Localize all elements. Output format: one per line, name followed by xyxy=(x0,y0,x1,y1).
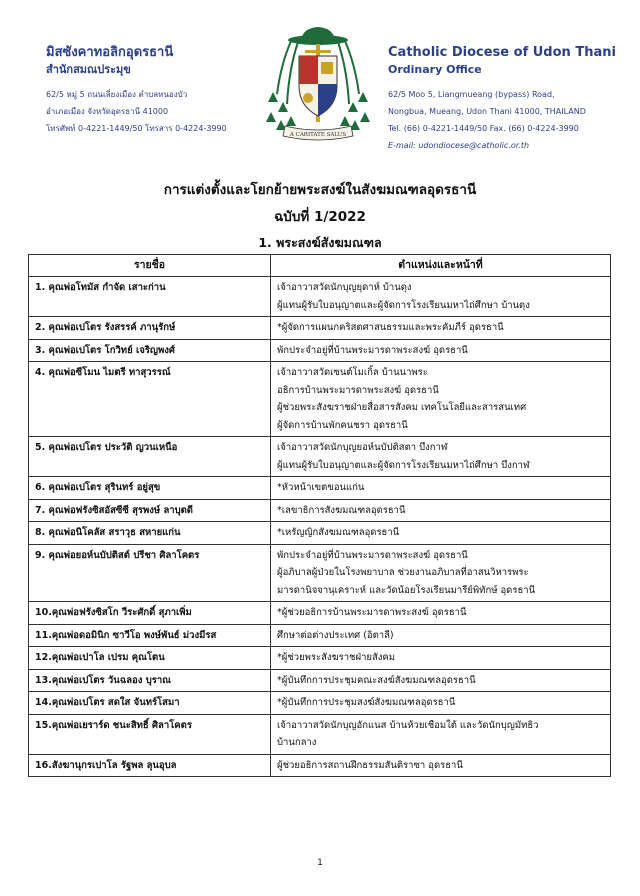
duty-line: ผู้ช่วยพระสังฆราชฝ่ายสื่อสารสังคม เทคโนโลยีและสารสนเทศ xyxy=(277,402,527,413)
duty-line: ศึกษาต่อต่างประเทศ (อิตาลี) xyxy=(277,629,394,641)
column-header-duties: ตำแหน่งและหน้าที่ xyxy=(271,255,611,277)
duty-line: เจ้าอาวาสวัดเซนต์โมเกิ้ล บ้านนาพระ xyxy=(277,367,428,378)
table-row xyxy=(29,754,611,777)
priest-name: 7. คุณพ่อฟรังซิสอัสซีซี สุรพงษ์ ลาบุตดี xyxy=(29,499,271,522)
position-duties xyxy=(271,477,611,500)
position-duties xyxy=(271,754,611,777)
position-duties xyxy=(271,647,611,670)
duty-line: ผู้แทนผู้รับใบอนุญาตและผู้จัดการโรงเรียนมหาไถ่ศึกษา บ้านดุง xyxy=(277,299,530,311)
duty-line: พักประจำอยู่ที่บ้านพระมารดาพระสงฆ์ อุดรธานี xyxy=(277,549,468,561)
org-name-english: Catholic Diocese of Udon Thani xyxy=(388,45,616,60)
table-row xyxy=(29,277,611,317)
document-title: การแต่งตั้งและโยกย้ายพระสงฆ์ในสังฆมณฑลอุดรธานี xyxy=(163,182,477,198)
table-header-row xyxy=(29,255,611,277)
duty-line: เจ้าอาวาสวัดนักบุญยอห์นบัปติสตา บึงกาฬ xyxy=(277,442,448,453)
address-line1-thai: 62/5 หมู่ 5 ถนนเลี่ยงเมือง ตำบลหนองบัว xyxy=(46,90,188,99)
duty-line: *ผู้บันทึกการประชุมคณะสงฆ์สังฆมณฑลอุดรธานี xyxy=(277,674,476,686)
duty-line: *เลขาธิการสังฆมณฑลอุดรธานี xyxy=(277,504,406,516)
office-name-english: Ordinary Office xyxy=(388,63,482,76)
page-number: 1 xyxy=(317,858,323,868)
column-header-name: รายชื่อ xyxy=(29,255,271,277)
table-row xyxy=(29,362,611,437)
priest-name: 15.คุณพ่อเยราร์ด ชนะสิทธิ์ ศิลาโคตร xyxy=(29,714,271,754)
priest-name: 4. คุณพ่อซีโมน ไมตรี ทาสุวรรณ์ xyxy=(29,362,271,437)
duty-line: *เหรัญญิกสังฆมณฑลอุดรธานี xyxy=(277,527,400,538)
priest-name: 14.คุณพ่อเปโตร สดใส จันทร์โสมา xyxy=(29,692,271,715)
table-row xyxy=(29,544,611,602)
position-duties xyxy=(271,362,611,437)
duty-line: เจ้าอาวาสวัดนักบุญอักแนส บ้านห้วยเชือมใต้ และวัดนักบุญมัทธิว xyxy=(277,719,539,731)
table-row xyxy=(29,499,611,522)
position-duties xyxy=(271,437,611,477)
table-row xyxy=(29,669,611,692)
priest-name: 1. คุณพ่อโทมัส กำจัด เสาะก่าน xyxy=(29,277,271,317)
office-name-thai: สำนักสมณประมุข xyxy=(46,63,131,76)
priest-name: 10.คุณพ่อฟรังซิสโก วีระศักดิ์ สุภาเพิ่ม xyxy=(29,602,271,625)
address-line2-thai: อำเภอเมือง จังหวัดอุดรธานี 41000 xyxy=(46,107,169,116)
position-duties xyxy=(271,317,611,340)
position-duties xyxy=(271,624,611,647)
table-row xyxy=(29,714,611,754)
duty-line: ผู้อภิบาลผู้ป่วยในโรงพยาบาล ช่วยงานอภิบาลที่อาสนวิหารพระ xyxy=(277,567,529,578)
priest-name: 8. คุณพ่อนิโคลัส สราวุธ สหายแก่น xyxy=(29,522,271,545)
position-duties xyxy=(271,277,611,317)
duty-line: มารดานิจจานุเคราะห์ และวัดน้อยโรงเรียนมารีย์พิทักษ์ อุดรธานี xyxy=(277,584,536,596)
duty-line: *ผู้ช่วยอธิการบ้านพระมารดาพระสงฆ์ อุดรธานี xyxy=(277,607,467,618)
duty-line: ผู้ช่วยอธิการสถานฝึกธรรมสันติราซา อุดรธานี xyxy=(277,759,463,771)
position-duties xyxy=(271,544,611,602)
priest-name: 2. คุณพ่อเปโตร รังสรรค์ ภานุรักษ์ xyxy=(29,317,271,340)
appointments-table xyxy=(28,254,611,777)
position-duties xyxy=(271,522,611,545)
diocese-crest-icon xyxy=(263,24,373,146)
document-subtitle: ฉบับที่ 1/2022 xyxy=(274,209,366,225)
email-english: E-mail: udondiocese@catholic.or.th xyxy=(388,141,530,150)
duty-line: ผู้จัดการบ้านพักคนชรา อุดรธานี xyxy=(277,419,408,431)
table-row xyxy=(29,692,611,715)
org-name-thai: มิสซังคาทอลิกอุดรธานี xyxy=(46,45,174,60)
duty-line: *ผู้ช่วยพระสังฆราชฝ่ายสังคม xyxy=(277,652,396,663)
address-line1-english: 62/5 Moo 5, Liangmueang (bypass) Road, xyxy=(388,90,555,99)
letterhead-thai xyxy=(46,44,276,137)
phone-thai: โทรศัพท์ 0-4221-1449/50 โทรสาร 0-4224-3990 xyxy=(46,124,227,133)
table-row xyxy=(29,602,611,625)
section-heading: 1. พระสงฆ์สังฆมณฑล xyxy=(258,235,382,250)
duty-line: *ผู้บันทึกการประชุมสงฆ์สังฆมณฑลอุดรธานี xyxy=(277,697,456,708)
letterhead xyxy=(0,0,640,170)
crest-motto: A CARITATE SALUS xyxy=(289,132,347,138)
duty-line: เจ้าอาวาสวัดนักบุญยุดาห์ บ้านดุง xyxy=(277,282,412,293)
position-duties xyxy=(271,714,611,754)
position-duties xyxy=(271,602,611,625)
priest-name: 9. คุณพ่อยอห์นบัปติสต์ ปรีชา ศิลาโคตร xyxy=(29,544,271,602)
position-duties xyxy=(271,499,611,522)
duty-line: พักประจำอยู่ที่บ้านพระมารดาพระสงฆ์ อุดรธานี xyxy=(277,344,468,356)
duty-line: ผู้แทนผู้รับใบอนุญาตและผู้จัดการโรงเรียนมหาไถ่ศึกษา บึงกาฬ xyxy=(277,459,530,471)
priest-name: 5. คุณพ่อเปโตร ประวัติ ญวนเหนือ xyxy=(29,437,271,477)
table-row xyxy=(29,317,611,340)
table-body xyxy=(29,277,611,777)
table-row xyxy=(29,522,611,545)
position-duties xyxy=(271,669,611,692)
letterhead-english xyxy=(388,44,628,154)
table-row xyxy=(29,437,611,477)
table-row xyxy=(29,624,611,647)
table-row xyxy=(29,647,611,670)
priest-name: 3. คุณพ่อเปโตร โกวิทย์ เจริญพงศ์ xyxy=(29,339,271,362)
priest-name: 13.คุณพ่อเปโตร วันฉลอง บุราณ xyxy=(29,669,271,692)
priest-name: 11.คุณพ่อดอมินิก ซาวีโอ พงษ์พันธ์ ม่วงมีรส xyxy=(29,624,271,647)
duty-line: *หัวหน้าเขตขอนแก่น xyxy=(277,482,365,493)
duty-line: อธิการบ้านพระมารดาพระสงฆ์ อุดรธานี xyxy=(277,384,439,396)
table-row xyxy=(29,339,611,362)
duty-line: บ้านกลาง xyxy=(277,737,317,748)
priest-name: 6. คุณพ่อเปโตร สุรินทร์ อยู่สุข xyxy=(29,477,271,500)
priest-name: 12.คุณพ่อเปาโล เปรม คุณโตน xyxy=(29,647,271,670)
address-line2-english: Nongbua, Mueang, Udon Thani 41000, THAILAND xyxy=(388,107,586,116)
table-row xyxy=(29,477,611,500)
phone-english: Tel. (66) 0-4221-1449/50 Fax. (66) 0-4224-3990 xyxy=(388,124,579,133)
position-duties xyxy=(271,692,611,715)
duty-line: *ผู้จัดการแผนกคริสตศาสนธรรมและพระคัมภีร์ อุดรธานี xyxy=(277,322,504,333)
position-duties xyxy=(271,339,611,362)
priest-name: 16.สังฆานุกรเปาโล รัฐพล ลุนอุบล xyxy=(29,754,271,777)
